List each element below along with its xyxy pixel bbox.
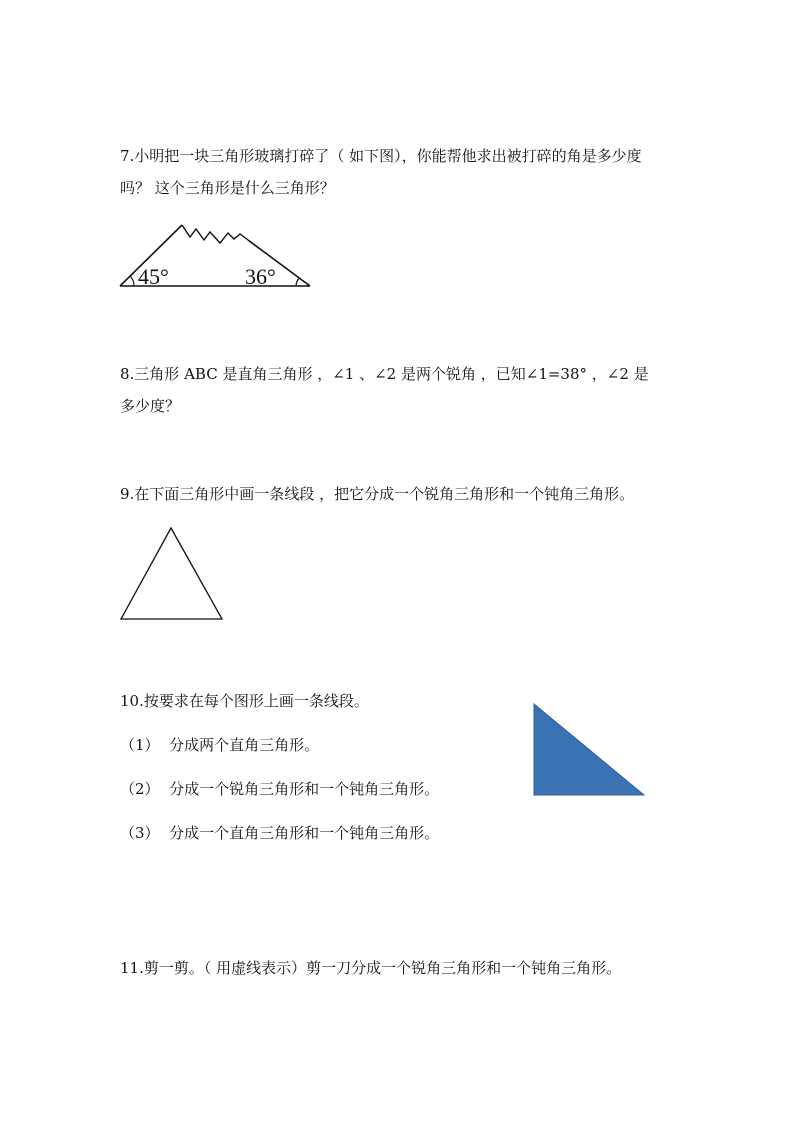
blue-right-triangle: [534, 704, 644, 795]
q7-line2: 吗？ 这个三角形是什么三角形？: [120, 179, 335, 197]
left-angle-arc: [130, 276, 134, 286]
angle-label-right: 36°: [245, 264, 276, 289]
triangle-figure-q9: [115, 522, 230, 627]
right-triangle-figure-q10: [530, 700, 650, 800]
q8-line2: 多少度？: [120, 397, 181, 415]
q9-line1: 9.在下面三角形中画一条线段 ，把它分成一个锐角三角形和一个钝角三角形。: [120, 485, 635, 503]
q11-line1: 11.剪一剪。（ 用虚线表示）剪一刀分成一个锐角三角形和一个钝角三角形。: [120, 959, 622, 977]
q10-item-2: （2） 分成一个锐角三角形和一个钝角三角形。: [120, 780, 440, 798]
q10-item-3: （3） 分成一个直角三角形和一个钝角三角形。: [120, 824, 440, 842]
q10-item-1: （1） 分成两个直角三角形。: [120, 736, 320, 754]
acute-triangle: [121, 528, 222, 619]
q8-line1: 8.三角形 ABC 是直角三角形 ，∠1 、∠2 是两个锐角 ，已知∠1=38° ，∠2 是: [120, 365, 649, 383]
right-angle-arc: [296, 278, 299, 286]
broken-edge: [182, 225, 248, 243]
q7-line1: 7.小明把一块三角形玻璃打碎了（ 如下图），你能帮他求出被打碎的角是多少度: [120, 147, 642, 165]
q10-line1: 10.按要求在每个图形上画一条线段。: [120, 692, 369, 710]
broken-triangle-figure: [110, 215, 325, 297]
angle-label-left: 45°: [138, 264, 169, 289]
